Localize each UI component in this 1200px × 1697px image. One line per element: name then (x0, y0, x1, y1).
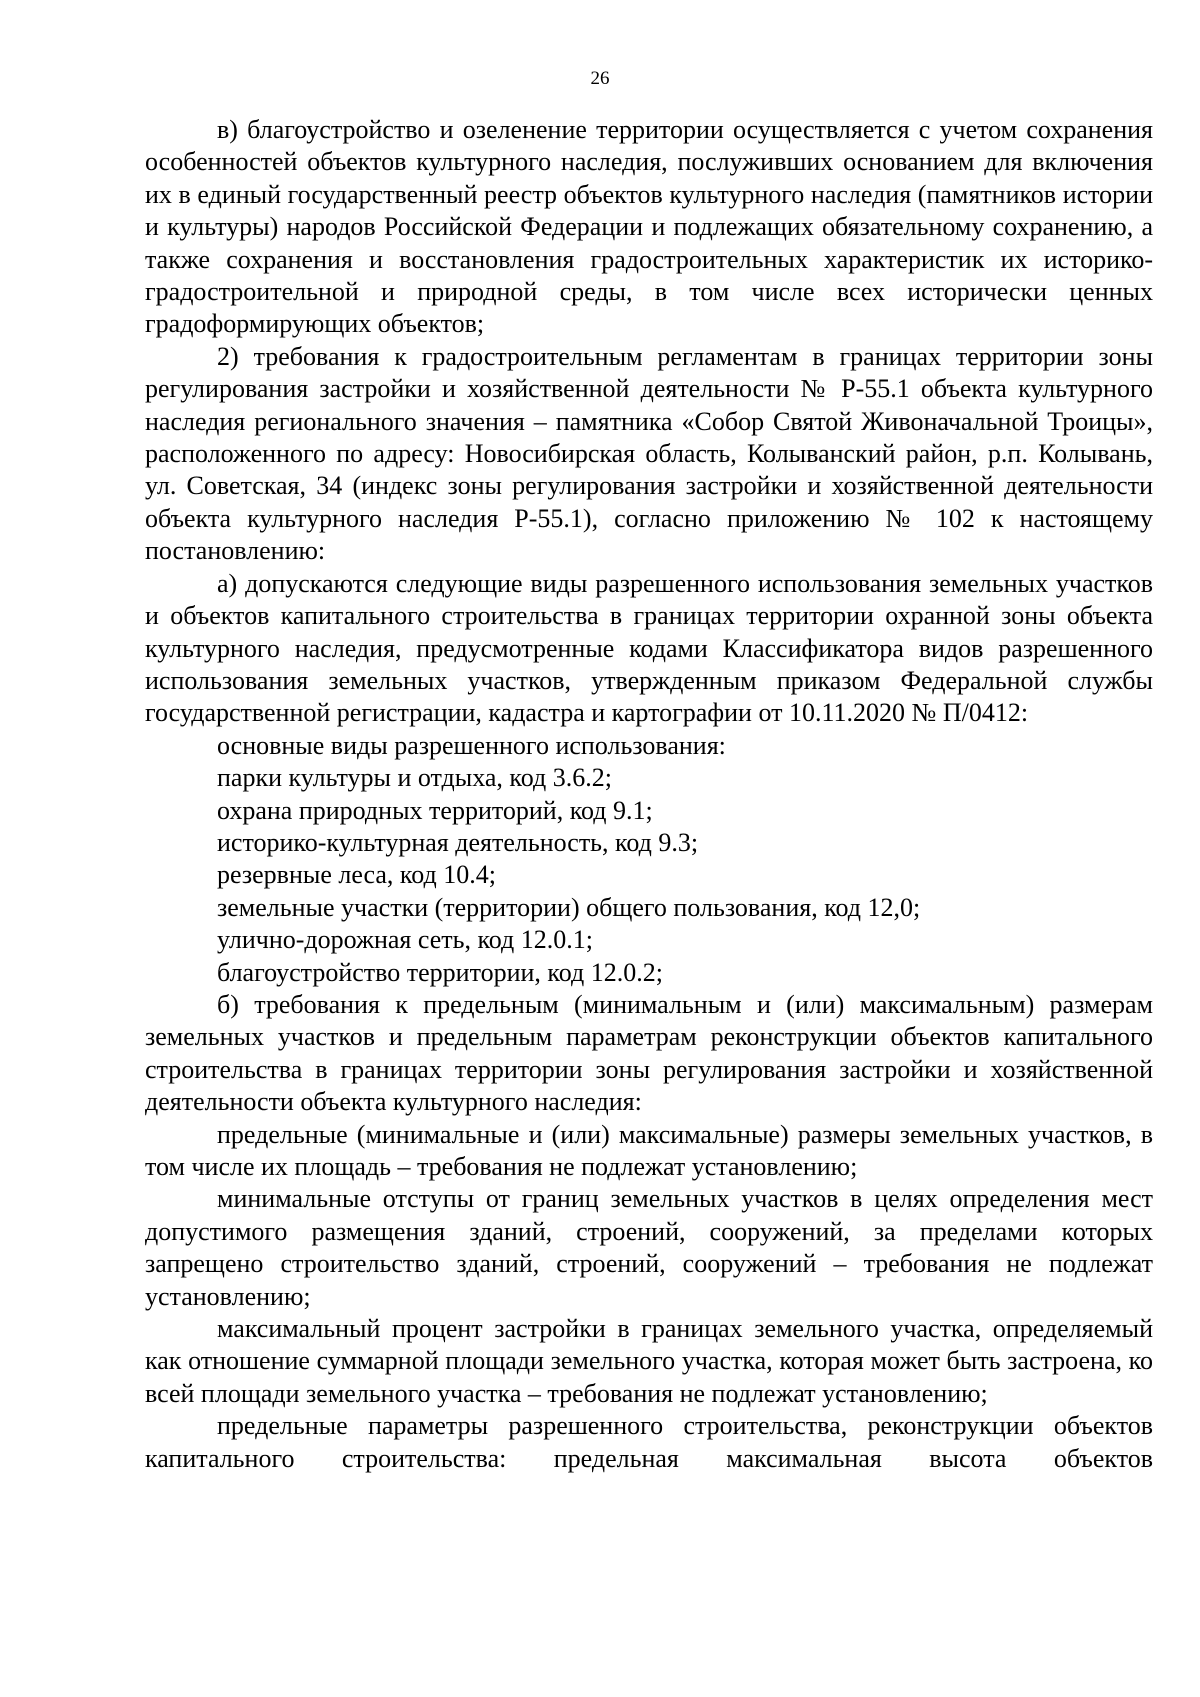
document-body (145, 114, 1153, 1475)
paragraph-plot-sizes: предельные (минимальные и (или) максимальные) размеры земельных участков, в том числе их площадь – требования не подлежат установлению; (145, 1119, 1153, 1181)
list-item: основные виды разрешенного использования: (217, 730, 726, 760)
paragraph-b: б) требования к предельным (минимальным и (или) максимальным) размерам земельных участков и предельным параметрам реконструкции объектов капитального строительства в границах территории зоны регулирования застройки и хозяйственной деятельности объекта культурного наследия: (145, 989, 1153, 1117)
list-item: резервные леса, код 10.4; (217, 860, 496, 890)
paragraph-height-limits: предельные параметры разрешенного строительства, реконструкции объектов капитального строительства: предельная максимальная высота объектов (145, 1411, 1153, 1473)
list-item: улично-дорожная сеть, код 12.0.1; (217, 925, 593, 955)
list-item: земельные участки (территории) общего пользования, код 12,0; (217, 892, 921, 922)
list-item: благоустройство территории, код 12.0.2; (217, 957, 663, 987)
paragraph-a: а) допускаются следующие виды разрешенного использования земельных участков и объектов капитального строительства в границах территории охранной зоны объекта культурного наследия, предусмотренные кодами Классификатора видов разрешенного использования земельных участков, утвержденным приказом Федеральной службы государственной регистрации, кадастра и картографии от 10.11.2020 № П/0412: (145, 568, 1153, 728)
page-number: 26 (590, 68, 610, 89)
list-item: парки культуры и отдыха, код 3.6.2; (217, 763, 612, 793)
paragraph-min-setbacks: минимальные отступы от границ земельных участков в целях определения мест допустимого размещения зданий, строений, сооружений, за пределами которых запрещено строительство зданий, строений, сооружений – требования не подлежат установлению; (145, 1184, 1153, 1311)
paragraph-max-coverage: максимальный процент застройки в границах земельного участка, определяемый как отношение суммарной площади земельного участка, которая может быть застроена, ко всей площади земельного участка – требования не подлежат установлению; (145, 1314, 1153, 1408)
paragraph-v: в) благоустройство и озеленение территории осуществляется с учетом сохранения особенностей объектов культурного наследия, послуживших основанием для включения их в единый государственный реестр объектов культурного наследия (памятников истории и культуры) народов Российской Федерации и подлежащих обязательному сохранению, а также сохранения и восстановления градостроительных характеристик их историко-градостроительной и природной среды, в том числе всех исторически ценных градоформирующих объектов; (145, 115, 1153, 339)
list-item: охрана природных территорий, код 9.1; (217, 795, 653, 825)
list-item: историко-культурная деятельность, код 9.3; (217, 827, 699, 857)
paragraph-2: 2) требования к градостроительным регламентам в границах территории зоны регулирования застройки и хозяйственной деятельности № Р-55.1 объекта культурного наследия регионального значения – памятника «Собор Святой Живоначальной Троицы», расположенного по адресу: Новосибирская область, Колыванский район, р.п. Колывань, ул. Советская, 34 (индекс зоны регулирования застройки и хозяйственной деятельности объекта культурного наследия Р-55.1), согласно приложению № 102 к настоящему постановлению: (145, 341, 1153, 566)
